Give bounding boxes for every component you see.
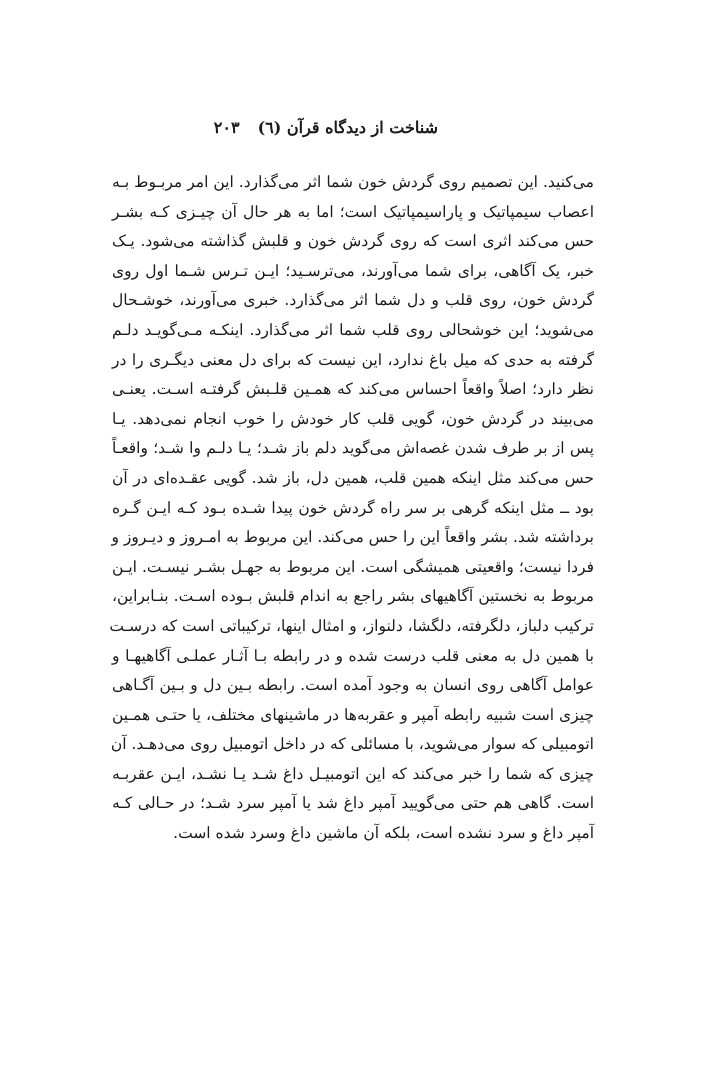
- text-line: حس می‌کند اثری است که روی گردش خون و قلبش گذاشته می‌شود. یـک: [112, 232, 594, 251]
- text-line: می‌کنید. این تصمیم روی گردش خون شما اثر می‌گذارد. این امر مربـوط بـه: [112, 173, 594, 191]
- running-header: [214, 118, 438, 137]
- text-line: ترکیب دلباز، دلگرفته، دلگشا، دلنواز، و امثال اینها، ترکیباتی است که درسـت: [109, 616, 594, 635]
- text-line: پس از بر طرف شدن غصه‌اش می‌گوید دلم باز شـد؛ یـا دلـم وا شـد؛ واقعـاً: [112, 439, 594, 458]
- chapter-title: شناخت از دیدگاه قرآن (٦): [257, 118, 438, 137]
- text-line: می‌شوید؛ این خوشحالی روی قلب شما اثر می‌گذارد. اینکـه مـی‌گویـد دلـم: [112, 320, 594, 339]
- text-line: حس می‌کند مثل اینکه همین قلب، همین دل، باز شد. گویی عقـده‌ای در آن: [112, 468, 594, 487]
- text-line: چیزی است شبیه رابطه آمپر و عقربه‌ها در ماشینهای مختلف، یا حتـی همـین: [112, 705, 594, 724]
- text-line: فردا نیست؛ واقعیتی همیشگی است. این مربوط به جهـل بشـر نیسـت. ایـن: [112, 557, 594, 576]
- text-line: عوامل آگاهی روی انسان به وجود آمده است. رابطه بـین دل و بـین آگـاهی: [112, 676, 594, 695]
- text-line: برداشته شد. بشر واقعاً این را حس می‌کند. این مربوط به امـروز و دیـروز و: [111, 528, 594, 547]
- body-text: [109, 168, 594, 849]
- text-line: با همین دل به معنی قلب درست شده و در رابطه بـا آثـار عملـی آگاهیهـا و: [112, 646, 594, 665]
- text-line: اتومبیلی که سوار می‌شوید، با مسائلی که در داخل اتومبیل روی می‌دهـد. آن: [110, 735, 594, 754]
- text-line: گرفته به حدی که میل باغ ندارد، این نیست که برای دل معنی دیگـری را در: [112, 350, 594, 369]
- text-line: مربوط به نخستین آگاهیهای بشر راجع به اندام قلبش بـوده اسـت. بنـابراین،: [112, 587, 594, 606]
- text-line: است. گاهی هم حتی می‌گویید آمپر داغ شد یا آمپر سرد شـد؛ در حـالی کـه: [112, 794, 594, 813]
- text-line: نظر دارد؛ اصلاً واقعاً احساس می‌کند که همـین قلـبش گرفتـه اسـت. یعنـی: [112, 380, 594, 399]
- text-line: چیزی که شما را خبر می‌کند که این اتومبیـل داغ شـد یـا نشـد، ایـن عقربـه: [112, 764, 594, 783]
- text-line: اعصاب سیمپاتیک و پاراسیمپاتیک است؛ اما به هر حال آن چیـزی کـه بشـر: [112, 202, 594, 221]
- text-line: بود ــ مثل اینکه گرهی بر سر راه گردش خون پیدا شـده بـود کـه ایـن گـره: [112, 498, 594, 517]
- text-line: گردش خون، روی قلب و دل شما اثر می‌گذارد. خبری می‌آورند، خوشـحال: [112, 291, 594, 310]
- text-line: آمپر داغ و سرد نشده است، بلکه آن ماشین داغ وسرد شده است.: [173, 824, 594, 843]
- text-line: خبر، یک آگاهی، برای شما می‌آورند، می‌ترسـید؛ ایـن تـرس شـما اول روی: [112, 261, 594, 280]
- text-line: می‌بیند در گردش خون، گویی قلب کار خودش را خوب انجام نمی‌دهد. یـا: [112, 409, 594, 428]
- page-number: ٢٠٣: [213, 118, 240, 137]
